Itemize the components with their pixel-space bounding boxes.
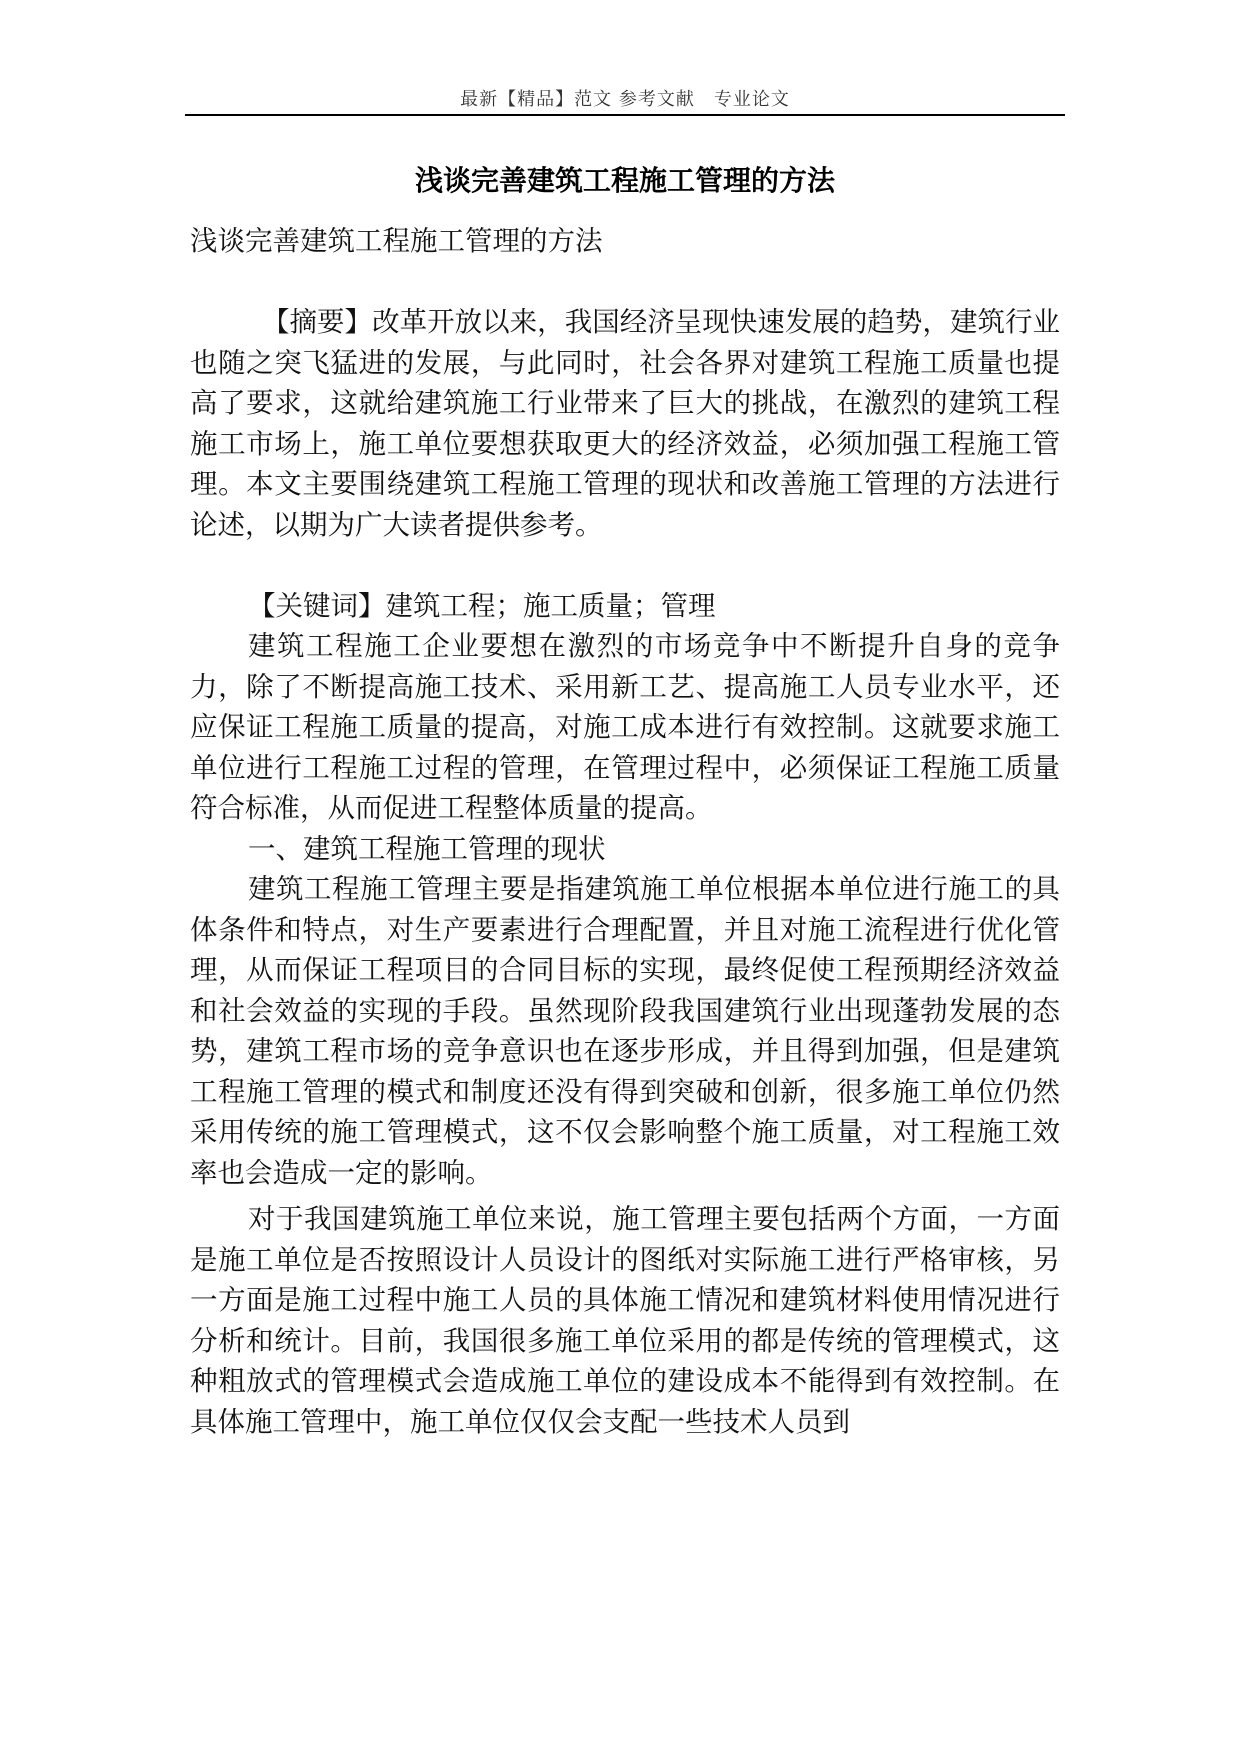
- body-paragraph-2: 建筑工程施工管理主要是指建筑施工单位根据本单位进行施工的具体条件和特点，对生产要素进行合理配置，并且对施工流程进行优化管理，从而保证工程项目的合同目标的实现，最终促使工程预期经济效益和社会效益的实现的手段。虽然现阶段我国建筑行业出现蓬勃发展的态势，建筑工程市场的竞争意识也在逐步形成，并且得到加强，但是建筑工程施工管理的模式和制度还没有得到突破和创新，很多施工单位仍然采用传统的施工管理模式，这不仅会影响整个施工质量，对工程施工效率也会造成一定的影响。: [190, 873, 1060, 1189]
- document-body: [190, 221, 1060, 1442]
- body-paragraph-1: 建筑工程施工企业要想在激烈的市场竞争中不断提升自身的竞争力，除了不断提高施工技术、采用新工艺、提高施工人员专业水平，还应保证工程施工质量的提高，对施工成本进行有效控制。这就要求施工单位进行工程施工过程的管理，在管理过程中，必须保证工程施工质量符合标准，从而促进工程整体质量的提高。: [190, 630, 1060, 824]
- body-paragraph-3: 对于我国建筑施工单位来说，施工管理主要包括两个方面，一方面是施工单位是否按照设计人员设计的图纸对实际施工进行严格审核，另一方面是施工过程中施工人员的具体施工情况和建筑材料使用情况进行分析和统计。目前，我国很多施工单位采用的都是传统的管理模式，这种粗放式的管理模式会造成施工单位的建设成本不能得到有效控制。在具体施工管理中，施工单位仅仅会支配一些技术人员到: [190, 1203, 1060, 1438]
- spacer: [190, 545, 1060, 586]
- section-heading: 一、建筑工程施工管理的现状: [248, 832, 606, 865]
- abstract-paragraph: 【摘要】改革开放以来，我国经济呈现快速发展的趋势，建筑行业也随之突飞猛进的发展，与此同时，社会各界对建筑工程施工质量也提高了要求，这就给建筑施工行业带来了巨大的挑战，在激烈的建筑工程施工市场上，施工单位要想获取更大的经济效益，必须加强工程施工管理。本文主要围绕建筑工程施工管理的现状和改善施工管理的方法进行论述，以期为广大读者提供参考。: [190, 306, 1060, 541]
- header-divider: [185, 114, 1065, 116]
- document-title: 浅谈完善建筑工程施工管理的方法: [414, 164, 835, 197]
- keywords-line: 【关键词】建筑工程；施工质量；管理: [248, 589, 716, 622]
- spacer: [190, 262, 1060, 303]
- document-subtitle: 浅谈完善建筑工程施工管理的方法: [190, 225, 603, 257]
- page-header: 最新【精品】范文 参考文献 专业论文: [460, 89, 790, 110]
